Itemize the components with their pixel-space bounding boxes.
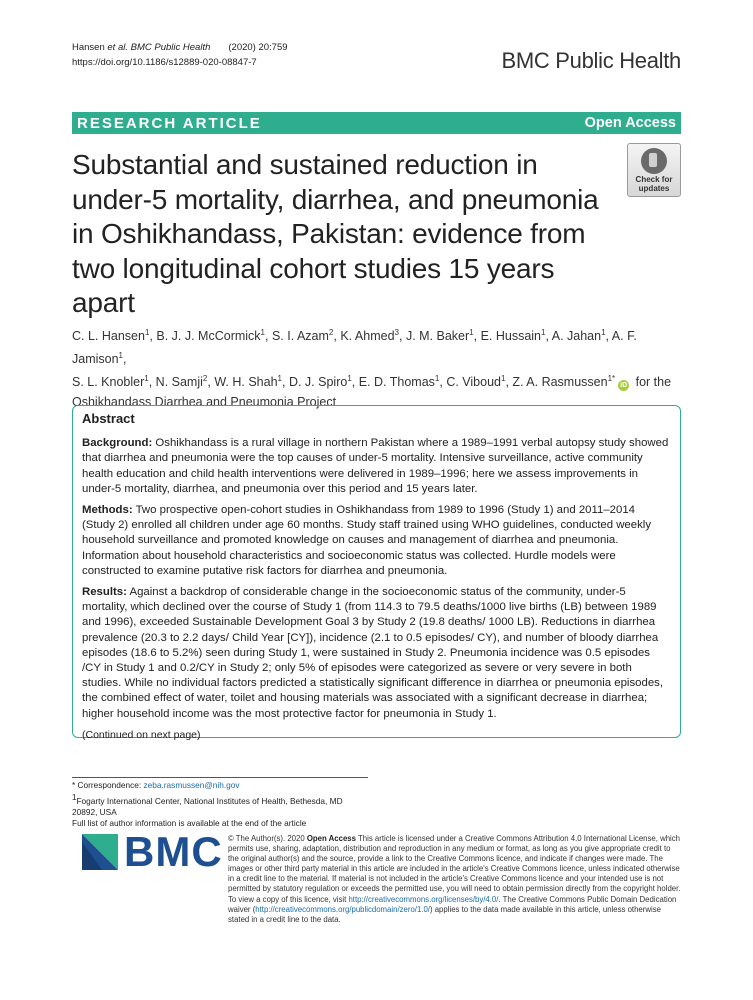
license-open-access: Open Access [306,834,356,843]
article-type-banner [72,112,681,134]
author-list [72,323,687,412]
license-link-cc-by[interactable]: http://creativecommons.org/licenses/by/4.0/ [348,894,499,904]
author-line: C. L. Hansen$^1$, B. J. J. McCormick$^1$, S. I. Azam$^2$, K. Ahmed$^3$, J. M. Baker$^1$, E. Hussain$^1$, A. Jahan$^1$, A. F. Jamison$^1$, [72,328,637,367]
author-name: J. M. Baker [405,329,470,344]
author-affiliation-sup: 1 [144,374,149,384]
author-name: A. F. Jamison [72,329,637,367]
affiliation-line-2: 20892, USA [72,806,117,817]
license-text [228,834,683,925]
author-affiliation-sup: 1 [260,328,265,337]
bmc-logo-text: BMC [124,828,223,875]
results-label: Results: [82,586,127,599]
author-affiliation-sup: 1 [277,374,282,384]
author-name: S. L. Knobler [72,375,145,390]
author-affiliation-sup: 1 [434,374,440,384]
author-name: W. H. Shah [214,375,278,390]
author-affiliation-sup: 1 [541,328,546,337]
check-for-updates-badge[interactable] [627,143,681,197]
citation-header [72,40,288,70]
citation-journal: BMC Public Health [128,42,211,53]
full-list-note: Full list of author information is available at the end of the article [72,818,307,829]
bookmark-icon [641,148,667,174]
author-name: E. Hussain [480,329,542,344]
author-name: C. Viboud [446,375,501,390]
author-name: A. Jahan [551,329,602,344]
article-title: Substantial and sustained reduction in under-5 mortality, diarrhea, and pneumonia in Oshikhandass, Pakistan: evidence from two longitudinal cohort studies 15 years apart [72,149,599,318]
license-link-cc0[interactable]: http://creativecommons.org/publicdomain/zero/1.0/ [255,904,430,914]
citation-authors: Hansen [72,42,108,53]
results-text: Against a backdrop of considerable change in the socioeconomic status of the community, under-5 mortality, which declined over the course of Study 1 (from 114.3 to 79.5 deaths/1000 live births (LB) between 1989 and 1996), exceeded Sustainable Development Goal 3 by Study 2 (19.8 deaths/ 1000 LB). Reductions in diarrhea prevalence (20.3 to 2.2 days/ Child Year [CY]), incidence (2.1 to 0.5 episodes/ CY), and number of bloody diarrhea episodes (18.6 to 5.2%) seen during Study 1, were sustained in Study 2. Pneumonia incidence was 0.5 episodes /CY in Study 1 and 0.2/CY in Study 2; only 5% of episodes were categorized as severe or very severe in both studies. While no individual factors predicted a statistically significant difference in diarrhea or pneumonia episodes, the combined effect of water, toilet and housing materials was associated with a significant decrease in diarrhea; higher household income was the most protective factor for pneumonia in Study 1. [82,586,664,720]
correspondence-line [72,780,343,792]
doi-link[interactable]: https://doi.org/10.1186/s12889-020-08847-7 [72,57,257,68]
author-line: S. L. Knobler$^1$, N. Samji$^2$, W. H. Shah$^1$, D. J. Spiro$^1$, E. D. Thomas$^1$, C. Viboud$^1$, Z. A. Rasmussen$^{1*}$iD for the [72,374,672,390]
author-affiliation-sup: 2 [328,328,334,337]
license-body-1: This article is licensed under a Creative Commons Attribution 4.0 International License, which permits use, sharing, adaptation, distribution and reproduction in any medium or format, as long as you give appropriate credit to the original author(s) and the source, provide a link to the Creative Commons licence, and indicate if changes were made. The images or other third party material in this article are included in the article's Creative Commons licence, unless indicated otherwise in a credit line to the material. If material is not included in the article's Creative Commons licence and your intended use is not permitted by statutory regulation or exceeds the permitted use, you will need to obtain permission directly from the copyright holder. To view a copy of this licence, visit [228,834,681,904]
author-name: B. J. J. McCormick [156,329,261,344]
check-for-updates-line1: Check for [635,175,673,184]
author-name: S. I. Azam [271,329,329,344]
author-name: E. D. Thomas [358,375,435,390]
author-name: Z. A. Rasmussen [512,375,608,390]
open-access-label: Open Access [584,115,676,131]
author-affiliation-sup: 3 [394,328,399,337]
citation-line [72,40,288,55]
author-name: D. J. Spiro [288,375,348,390]
author-affiliation-sup: 1 [500,374,506,384]
correspondence-email-link[interactable]: zeba.rasmussen@nih.gov [143,780,240,790]
background-text: Oshikhandass is a rural village in northern Pakistan where a 1989–1991 verbal autopsy study showed that diarrhea and pneumonia were the top causes of under-5 mortality. Intensive surveillance, active community health education and child health interventions were delivered in 1989–1996; here we assess improvements in under-5 mortality, diarrhea, and pneumonia over this period and 15 years later. [82,437,669,495]
license-body-2: . The Creative Commons Public Domain Dedication waiver ( [228,894,677,914]
background-label: Background: [82,437,153,450]
license-prefix: © The Author(s). 2020 [228,834,307,843]
affiliation-sup: 1 [72,792,77,802]
author-group-prefix: for the [632,375,672,390]
abstract-methods [82,503,671,579]
correspondence-label: * Correspondence: [72,780,144,790]
author-affiliation-sup: 1 [144,328,150,337]
citation-year-volume: (2020) 20:759 [228,42,288,53]
abstract-background [82,436,671,497]
author-affiliation-sup: 1 [347,374,352,384]
author-affiliation-sup: 1 [118,351,123,361]
bmc-logo [82,828,223,875]
author-group: Oshikhandass Diarrhea and Pneumonia Project [72,395,337,410]
article-type: RESEARCH ARTICLE [77,114,262,132]
footnote [72,780,343,830]
journal-name: BMC Public Health [501,48,681,73]
orcid-icon[interactable]: iD [620,382,628,390]
author-name: C. L. Hansen [72,329,145,344]
bmc-logo-mark-icon [82,834,118,870]
author-affiliation-sup: 2 [202,374,208,384]
author-affiliation-sup: 1 [469,328,474,337]
affiliation-text: Fogarty International Center, National Institutes of Health, Bethesda, MD [76,795,343,806]
author-affiliation-sup: 1* [607,374,616,384]
methods-text: Two prospective open-cohort studies in Oshikhandass from 1989 to 1996 (Study 1) and 2011–2014 (Study 2) enrolled all children under age 60 months. Study staff trained using WHO guidelines, conducted weekly household surveillance and promoted knowledge on causes and management of diarrhea and pneumonia. Information about household characteristics and socioeconomic status was collected. Hurdle models were constructed to examine putative risk factors for diarrhea and pneumonia. [82,504,652,577]
footnote-divider [72,777,368,778]
author-name: K. Ahmed [340,329,395,344]
citation-etal: et al. [107,42,128,53]
continued-note: (Continued on next page) [82,728,201,741]
methods-label: Methods: [82,504,133,517]
affiliation-line [72,792,343,807]
abstract-box [72,405,681,741]
license-body-3: ) applies to the data made available in this article, unless otherwise stated in a credit line to the data. [228,904,661,924]
author-affiliation-sup: 1 [601,328,606,337]
check-for-updates-line2: updates [638,184,670,193]
author-name: N. Samji [155,375,203,390]
abstract-results [82,585,671,722]
abstract-heading: Abstract [82,411,135,426]
